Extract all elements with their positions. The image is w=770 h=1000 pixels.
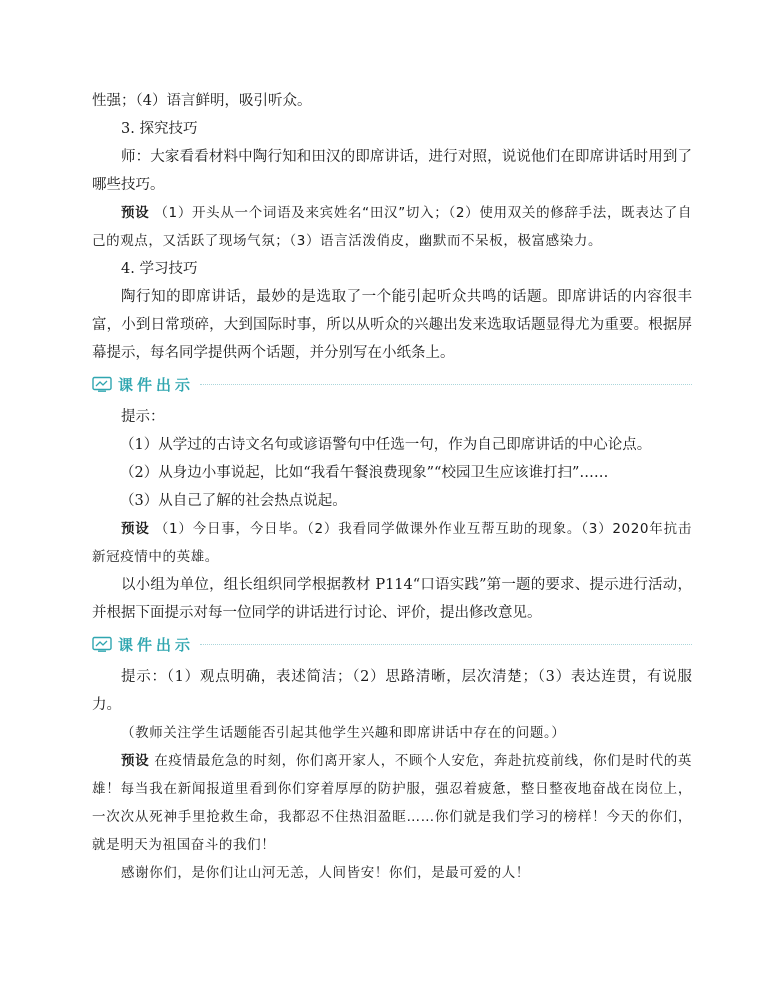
dotted-divider bbox=[200, 644, 692, 645]
section-heading-learn: 4. 学习技巧 bbox=[121, 261, 198, 277]
hint-item: （3）从自己了解的社会热点说起。 bbox=[120, 493, 347, 509]
courseware-banner-2 bbox=[92, 629, 692, 659]
teacher-note: （教师关注学生话题能否引起其他学生兴趣和即席讲话中存在的问题。） bbox=[121, 725, 566, 741]
courseware-icon bbox=[92, 636, 112, 652]
preset-text: 在疫情最危急的时刻，你们离开家人，不顾个人安危，奔赴抗疫前线，你们是时代的英雄！每当我在新闻报道里看到你们穿着厚厚的防护服，强忍着疲惫，整日整夜地奋战在岗位上，一次次从死神手里抢救生命，我都忍不住热泪盈眶……你们就是我们学习的榜样！今天的你们，就是明天为祖国奋斗的我们！ bbox=[92, 753, 692, 853]
hint-item: （1）从学过的古诗文名句或谚语警句中任选一句，作为自己即席讲话的中心论点。 bbox=[120, 437, 652, 453]
section-heading-explore: 3. 探究技巧 bbox=[121, 121, 198, 137]
banner-title: 课件出示 bbox=[118, 375, 195, 394]
preset-label: 预设 bbox=[121, 521, 150, 537]
group-activity-paragraph: 以小组为单位，组长组织同学根据教材 P114“口语实践”第一题的要求、提示进行活动，并根据下面提示对每一位同学的讲话进行讨论、评价，提出修改意见。 bbox=[92, 577, 692, 621]
paragraph-continuation: 性强；（4）语言鲜明，吸引听众。 bbox=[92, 93, 312, 109]
banner-title: 课件出示 bbox=[118, 635, 195, 654]
evaluation-hint: 提示：（1）观点明确，表述简洁；（2）思路清晰，层次清楚；（3）表达连贯，有说服力。 bbox=[92, 669, 692, 713]
courseware-banner-1 bbox=[92, 369, 692, 399]
closing-paragraph: 感谢你们，是你们让山河无恙，人间皆安！你们，是最可爱的人！ bbox=[121, 865, 530, 881]
document-page bbox=[92, 87, 692, 887]
preset-label: 预设 bbox=[121, 753, 150, 769]
learning-paragraph: 陶行知的即席讲话，最妙的是选取了一个能引起听众共鸣的话题。即席讲话的内容很丰富，小到日常琐碎，大到国际时事，所以从听众的兴趣出发来选取话题显得尤为重要。根据屏幕提示，每名同学提供两个话题，并分别写在小纸条上。 bbox=[92, 289, 692, 361]
preset-text: （1）开头从一个词语及来宾姓名“田汉”切入；（2）使用双关的修辞手法，既表达了自己的观点，又活跃了现场气氛；（3）语言活泼俏皮，幽默而不呆板，极富感染力。 bbox=[92, 205, 692, 249]
teacher-paragraph: 师：大家看看材料中陶行知和田汉的即席讲话，进行对照，说说他们在即席讲话时用到了哪些技巧。 bbox=[92, 149, 692, 193]
dotted-divider bbox=[200, 384, 692, 385]
preset-answer-3 bbox=[92, 747, 692, 859]
preset-text: （1）今日事，今日毕。（2）我看同学做课外作业互帮互助的现象。（3）2020年抗击新冠疫情中的英雄。 bbox=[92, 521, 692, 565]
preset-label: 预设 bbox=[121, 205, 150, 221]
hint-item: （2）从身边小事说起，比如“我看午餐浪费现象”“校园卫生应该谁打扫”…… bbox=[120, 465, 609, 481]
courseware-icon bbox=[92, 376, 112, 392]
preset-answer-2 bbox=[92, 515, 692, 571]
preset-answer-1 bbox=[92, 199, 692, 255]
hint-title: 提示： bbox=[121, 409, 165, 425]
